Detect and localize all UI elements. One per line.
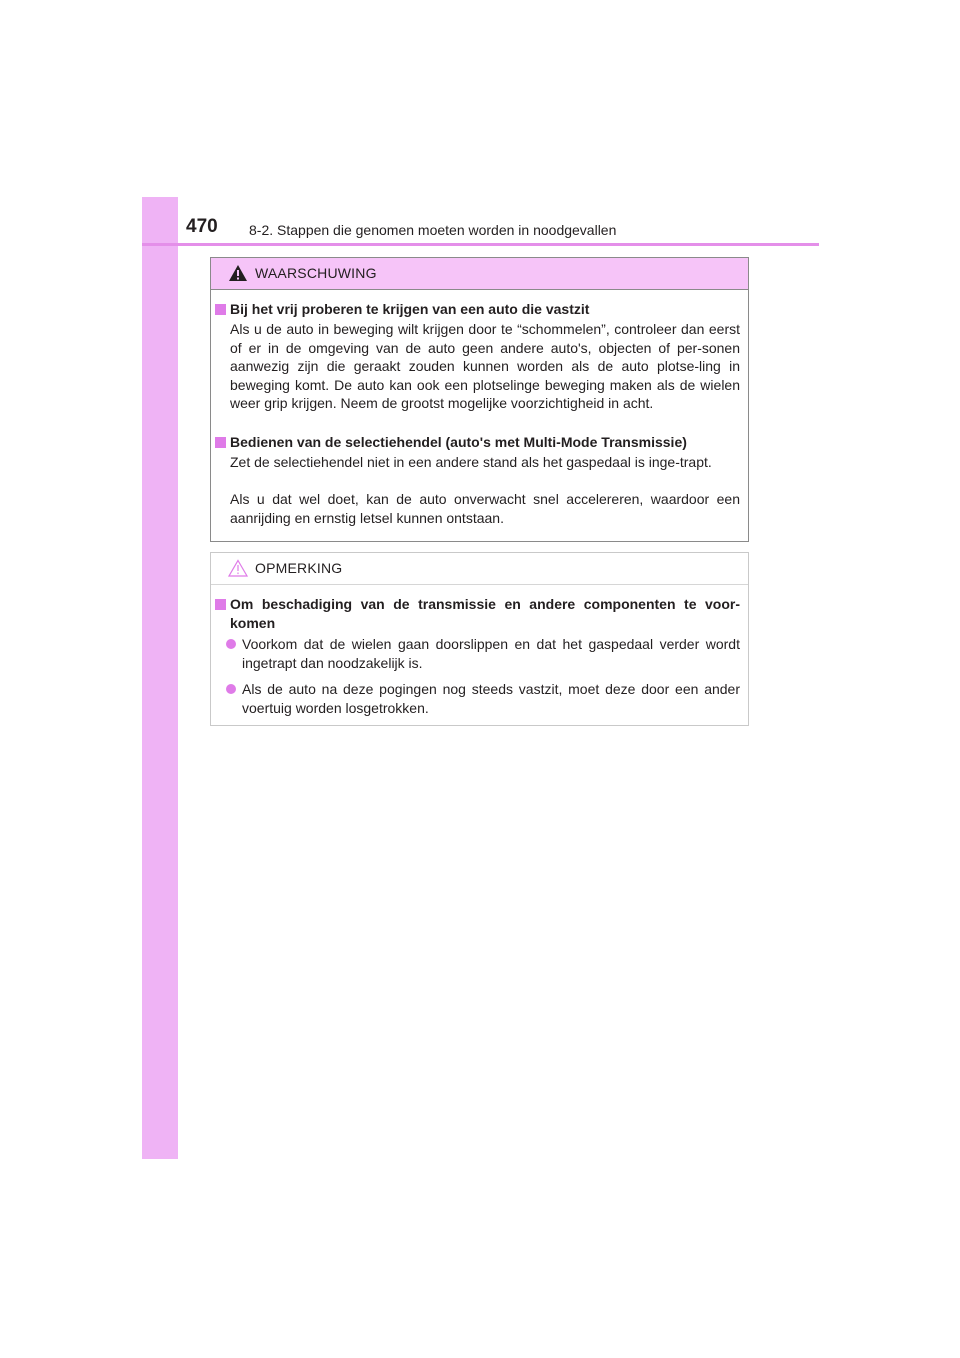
notice-label: OPMERKING (255, 560, 343, 576)
section-title: Bedienen van de selectiehendel (auto's met Multi-Mode Transmissie) (230, 434, 687, 450)
chapter-title: 8-2. Stappen die genomen moeten worden in noodgevallen (249, 222, 617, 238)
warning-header (211, 258, 748, 290)
caution-triangle-outline-icon (228, 559, 248, 577)
warning-box (210, 257, 749, 542)
section-title: Om beschadiging van de transmissie en andere componenten te voor-komen (230, 596, 740, 631)
notice-box (210, 552, 749, 726)
warning-label: WAARSCHUWING (255, 265, 377, 281)
round-bullet-icon (226, 684, 236, 694)
page-number: 470 (186, 216, 218, 237)
warning-triangle-icon (228, 264, 248, 282)
header-divider (142, 243, 819, 246)
side-tab-bar (142, 197, 178, 1159)
square-bullet-icon (215, 437, 226, 448)
section-title: Bij het vrij proberen te krijgen van een auto die vastzit (230, 301, 590, 317)
notice-header (211, 553, 748, 585)
section-text: Als u dat wel doet, kan de auto onverwacht snel accelereren, waardoor een aanrijding en ernstig letsel kunnen ontstaan. (230, 491, 740, 526)
bullet-text: Als de auto na deze pogingen nog steeds vastzit, moet deze door een ander voertuig worden losgetrokken. (242, 681, 740, 716)
section-text: Zet de selectiehendel niet in een andere stand als het gaspedaal is inge-trapt. (230, 454, 712, 470)
bullet-text: Voorkom dat de wielen gaan doorslippen en dat het gaspedaal verder wordt ingetrapt dan noodzakelijk is. (242, 636, 740, 671)
square-bullet-icon (215, 304, 226, 315)
round-bullet-icon (226, 639, 236, 649)
section-text: Als u de auto in beweging wilt krijgen door te “schommelen”, controleer dan eerst of er in de omgeving van de auto geen andere auto's, objecten of per-sonen aanwezig zijn die geraakt zouden kunnen worden als de auto plotse-ling in beweging komt. De auto kan ook een plotselinge beweging maken als de wielen weer grip krijgen. Neem de grootst mogelijke voorzichtigheid in acht. (230, 321, 740, 412)
square-bullet-icon (215, 599, 226, 610)
